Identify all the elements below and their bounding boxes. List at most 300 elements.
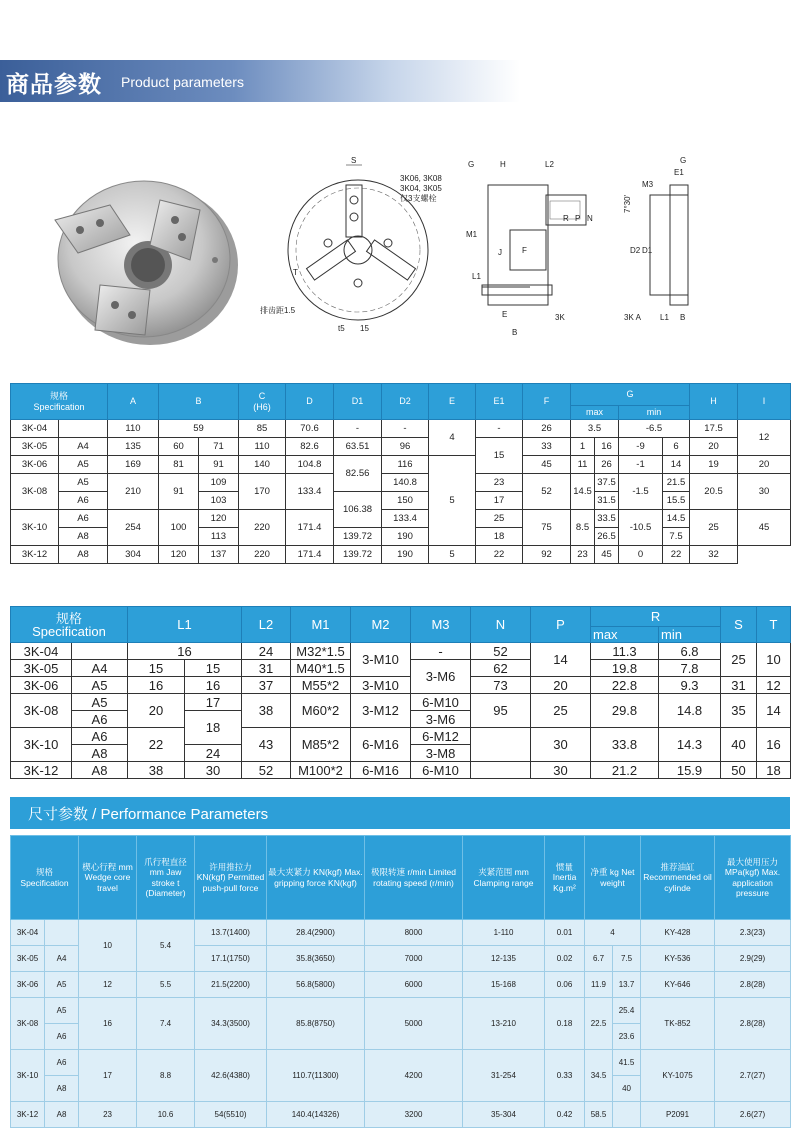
table-cell: 15-168 [463, 972, 545, 998]
table-cell: A5 [59, 456, 108, 474]
table-cell: 33.8 [591, 728, 659, 762]
table-cell: 170 [239, 474, 286, 510]
banner-title-en: Product parameters [121, 74, 244, 90]
table-cell: 110 [239, 438, 286, 456]
t2-h-m2: M2 [351, 607, 411, 643]
table-cell: 190 [382, 528, 429, 546]
t1-h-g: G [571, 384, 690, 406]
table-cell: 3K-05 [11, 946, 45, 972]
header-text: C [258, 390, 266, 401]
table-cell: M85*2 [291, 728, 351, 762]
table-cell: 1-110 [463, 920, 545, 946]
table-cell: 20 [690, 438, 738, 456]
table-cell: A5 [72, 694, 128, 711]
dim-s: S [351, 156, 357, 165]
lbl-m1: M1 [466, 230, 478, 239]
table-cell: 2.8(28) [715, 998, 791, 1050]
t3-h-weight: 净重 kg Net weight [585, 836, 641, 920]
table-cell: A6 [72, 711, 128, 728]
table-cell: M32*1.5 [291, 643, 351, 660]
lbl-d2: D2 [630, 246, 641, 255]
table-cell: 0.33 [545, 1050, 585, 1102]
table-row [11, 972, 791, 998]
dim-15: 15 [360, 324, 369, 333]
table-cell: 3-M12 [351, 694, 411, 728]
table-cell: 0 [619, 546, 663, 564]
dimensions-table-2 [10, 606, 791, 779]
lbl-m3: M3 [642, 180, 654, 189]
table-cell: 23 [79, 1102, 137, 1128]
section-banner [0, 60, 520, 102]
t1-h-min: min [619, 406, 690, 420]
table-cell: 70.6 [286, 420, 334, 438]
table-cell: 38 [128, 762, 185, 779]
table-cell: 13.7(1400) [195, 920, 267, 946]
table-cell: 120 [159, 546, 199, 564]
table-cell: 20.5 [690, 474, 738, 510]
lbl-h: H [500, 160, 506, 169]
t2-h-min: min [659, 627, 721, 643]
t3-h-push: 许用推拉力 KN(kgf) Permitted push-pull force [195, 836, 267, 920]
table-cell: 19.8 [591, 660, 659, 677]
table-cell: 14 [531, 643, 591, 677]
table-cell: 23.6 [613, 1024, 641, 1050]
t2-h-m1: M1 [291, 607, 351, 643]
table-cell: 3K-06 [11, 456, 59, 474]
table-cell: 8.8 [137, 1050, 195, 1102]
table-cell: 7.4 [137, 998, 195, 1050]
table-cell: 3-M10 [351, 643, 411, 677]
table-cell: 26 [523, 420, 571, 438]
table-cell: 6-M10 [411, 694, 471, 711]
table-cell: - [334, 420, 382, 438]
table-cell: 41.5 [613, 1050, 641, 1076]
table-cell: 45 [523, 456, 571, 474]
table-cell: 210 [108, 474, 159, 510]
table-cell: 2.6(27) [715, 1102, 791, 1128]
table-cell: A5 [72, 677, 128, 694]
table-cell: 14 [663, 456, 690, 474]
table-cell: 3K-12 [11, 1102, 45, 1128]
table-cell: 5 [429, 546, 476, 564]
table-cell: 4 [585, 920, 641, 946]
t3-h-clamp: 夹紧范围 mm Clamping range [463, 836, 545, 920]
table-cell: M100*2 [291, 762, 351, 779]
table-cell: 33.5 [595, 510, 619, 528]
table-cell: 31-254 [463, 1050, 545, 1102]
table-row [11, 456, 791, 474]
table-cell: 1 [571, 438, 595, 456]
table-cell: 23 [476, 474, 523, 492]
table-cell: A8 [59, 546, 108, 564]
header-text: Specification [33, 401, 85, 412]
table-cell: 6-M16 [351, 728, 411, 762]
table-cell: 15.9 [659, 762, 721, 779]
table-cell: 26 [595, 456, 619, 474]
table-cell: 103 [199, 492, 239, 510]
table-cell: 4200 [365, 1050, 463, 1102]
table-cell: 6-M10 [411, 762, 471, 779]
table-cell: 85.8(8750) [267, 998, 365, 1050]
table-cell: A6 [45, 1050, 79, 1076]
table-cell: 2.7(27) [715, 1050, 791, 1102]
table-cell: 3K-08 [11, 474, 59, 510]
table-cell: 22.8 [591, 677, 659, 694]
table-cell: 16 [757, 728, 791, 762]
lbl-d1: D1 [642, 246, 653, 255]
table-cell: 5.4 [137, 920, 195, 972]
table-cell: A6 [45, 1024, 79, 1050]
table-cell: 3K-08 [11, 998, 45, 1050]
t1-h-e: E [429, 384, 476, 420]
t2-h-l1: L1 [128, 607, 242, 643]
table-cell: 31.5 [595, 492, 619, 510]
table-cell: 11.3 [591, 643, 659, 660]
table-cell: 35-304 [463, 1102, 545, 1128]
table-cell: 29.8 [591, 694, 659, 728]
table-cell: 171.4 [286, 546, 334, 564]
table-cell: 133.4 [382, 510, 429, 528]
table-cell: 17 [185, 694, 242, 711]
table-cell: 62 [471, 660, 531, 677]
table-cell: 3K-10 [11, 510, 59, 546]
table-cell: 6-M16 [351, 762, 411, 779]
table-cell: 54(5510) [195, 1102, 267, 1128]
dim-t: T [293, 268, 298, 277]
table-cell: 35.8(3650) [267, 946, 365, 972]
lbl-l2: L2 [545, 160, 554, 169]
table-cell: 109 [199, 474, 239, 492]
table-cell: 8.5 [571, 510, 595, 546]
table-cell: A4 [72, 660, 128, 677]
lbl-b: B [512, 328, 518, 337]
table-cell: 16 [128, 643, 242, 660]
table-cell: A8 [72, 762, 128, 779]
table-cell: 91 [159, 474, 199, 510]
table-cell [471, 728, 531, 762]
table-cell: 21.5(2200) [195, 972, 267, 998]
dimensions-table-1 [10, 383, 791, 564]
side-view-drawing [460, 155, 610, 345]
table-cell: 59 [159, 420, 239, 438]
table-cell: 14 [757, 694, 791, 728]
table-cell: 60 [159, 438, 199, 456]
table-cell: 17 [476, 492, 523, 510]
table-cell: 7000 [365, 946, 463, 972]
note-3: 仅3支螺栓 [400, 194, 437, 203]
table-row [11, 694, 791, 711]
table-cell: 96 [382, 438, 429, 456]
table-cell: 40 [721, 728, 757, 762]
t3-h-pressure: 最大使用压力 MPa(kgf) Max. application pressure [715, 836, 791, 920]
table-cell: 82.6 [286, 438, 334, 456]
t2-h-l2: L2 [242, 607, 291, 643]
table-cell: 82.56 [334, 456, 382, 492]
table-cell: 4 [429, 420, 476, 456]
t1-h-e1: E1 [476, 384, 523, 420]
t1-h-f: F [523, 384, 571, 420]
table-cell: 10.6 [137, 1102, 195, 1128]
table-cell: 113 [199, 528, 239, 546]
table-row [11, 438, 791, 456]
table-cell: 30 [738, 474, 791, 510]
table-cell: 31 [721, 677, 757, 694]
note-2: 3K04, 3K05 [400, 184, 442, 193]
t1-h-c [239, 384, 286, 420]
table-cell: 19 [690, 456, 738, 474]
table-cell: M40*1.5 [291, 660, 351, 677]
table-cell: 3-M6 [411, 711, 471, 728]
t1-h-spec [11, 384, 108, 420]
table-cell: 7.5 [613, 946, 641, 972]
table-cell: 34.3(3500) [195, 998, 267, 1050]
table-cell: 35 [721, 694, 757, 728]
table-cell: 12 [79, 972, 137, 998]
table-row [11, 643, 791, 660]
lbl-e1: E1 [674, 168, 684, 177]
header-text: 规格 [55, 610, 82, 626]
table-cell: 37 [242, 677, 291, 694]
table-cell: 106.38 [334, 492, 382, 528]
t1-h-d: D [286, 384, 334, 420]
table-cell: 25 [690, 510, 738, 546]
table-cell: 40 [613, 1076, 641, 1102]
table-cell: 38 [242, 694, 291, 728]
t1-h-i: I [738, 384, 791, 420]
table-cell: 15 [476, 438, 523, 474]
table-cell: 104.8 [286, 456, 334, 474]
table-cell: 3K-08 [11, 694, 72, 728]
table-cell: 50 [721, 762, 757, 779]
table-cell: 16 [128, 677, 185, 694]
table-cell: P2091 [641, 1102, 715, 1128]
t3-h-wedge: 楔心行程 mm Wedge core travel [79, 836, 137, 920]
table-cell: 6 [663, 438, 690, 456]
t1-h-h: H [690, 384, 738, 420]
table-cell: 150 [382, 492, 429, 510]
table-cell: M55*2 [291, 677, 351, 694]
table-row [11, 474, 791, 492]
table-cell: 14.5 [571, 474, 595, 510]
table-cell: -1.5 [619, 474, 663, 510]
table-cell: 171.4 [286, 510, 334, 546]
product-figures [0, 150, 800, 350]
t2-h-m3: M3 [411, 607, 471, 643]
table-cell: 26.5 [595, 528, 619, 546]
table-cell: 22.5 [585, 998, 613, 1050]
table-cell: KY-1075 [641, 1050, 715, 1102]
performance-title: 尺寸参数 / Performance Parameters [28, 806, 269, 823]
table-cell [72, 643, 128, 660]
table-cell: 139.72 [334, 528, 382, 546]
table-cell: 220 [239, 546, 286, 564]
table-cell: 52 [471, 643, 531, 660]
t2-h-n: N [471, 607, 531, 643]
table-cell: 100 [159, 510, 199, 546]
lbl-3ka: 3K A [624, 313, 641, 322]
t1-h-d2: D2 [382, 384, 429, 420]
table-cell: 3K-05 [11, 438, 59, 456]
performance-section-header [10, 797, 790, 829]
table-cell: 3-M8 [411, 745, 471, 762]
banner-title-cn: 商品参数 [6, 71, 102, 97]
table-row [11, 762, 791, 779]
table-row [11, 420, 791, 438]
table-cell: 6.8 [659, 643, 721, 660]
table-cell: 12-135 [463, 946, 545, 972]
table-cell: 18 [757, 762, 791, 779]
table-cell: 56.8(5800) [267, 972, 365, 998]
table-cell: 22 [476, 546, 523, 564]
lbl-l1b: L1 [660, 313, 669, 322]
table-cell: 14.5 [663, 510, 690, 528]
table-cell: 135 [108, 438, 159, 456]
table-cell: 3K-12 [11, 546, 59, 564]
table-cell [613, 1102, 641, 1128]
table-cell [45, 920, 79, 946]
table-cell: A8 [59, 528, 108, 546]
table-cell: 304 [108, 546, 159, 564]
table-cell: 73 [471, 677, 531, 694]
lbl-b2: B [680, 313, 686, 322]
table-cell: 13.7 [613, 972, 641, 998]
table-cell: 139.72 [334, 546, 382, 564]
lbl-g: G [468, 160, 475, 169]
table-cell: 42.6(4380) [195, 1050, 267, 1102]
table-cell: 0.01 [545, 920, 585, 946]
table-cell: 12 [757, 677, 791, 694]
table-cell: 91 [199, 456, 239, 474]
lbl-f: F [522, 246, 527, 255]
table-cell: 6000 [365, 972, 463, 998]
table-cell: 15.5 [663, 492, 690, 510]
table-cell: 3K-10 [11, 1050, 45, 1102]
t3-h-grip: 最大夹紧力 KN(kgf) Max. gripping force KN(kgf) [267, 836, 365, 920]
table-cell: 63.51 [334, 438, 382, 456]
lbl-angle: 7°30' [623, 194, 632, 213]
table-cell: 3-M6 [411, 660, 471, 694]
table-cell: 34.5 [585, 1050, 613, 1102]
table-cell: 3-M10 [351, 677, 411, 694]
table-cell: 24 [185, 745, 242, 762]
table-cell: 92 [523, 546, 571, 564]
lbl-l1: L1 [472, 272, 481, 281]
table-cell: 95 [471, 694, 531, 728]
note-1: 3K06, 3K08 [400, 174, 442, 183]
header-text: (H6) [253, 401, 271, 412]
table-cell: - [476, 420, 523, 438]
t1-h-a: A [108, 384, 159, 420]
table-cell: 10 [757, 643, 791, 677]
table-cell: 5000 [365, 998, 463, 1050]
table-cell: A4 [45, 946, 79, 972]
table-cell: 220 [239, 510, 286, 546]
lbl-r: R [563, 214, 569, 223]
table-cell: 8000 [365, 920, 463, 946]
table-cell: 3K-05 [11, 660, 72, 677]
t3-h-jaw: 爪行程直径 mm Jaw stroke t (Diameter) [137, 836, 195, 920]
t3-h-oil: 推荐油缸 Recommended oil cylinde [641, 836, 715, 920]
table-cell: 169 [108, 456, 159, 474]
table-cell: 18 [476, 528, 523, 546]
table-cell: 3K-10 [11, 728, 72, 762]
table-cell: 81 [159, 456, 199, 474]
lbl-e: E [502, 310, 508, 319]
table-cell: A5 [45, 998, 79, 1024]
table-cell: 30 [531, 762, 591, 779]
table-cell: 32 [690, 546, 738, 564]
table-cell [471, 762, 531, 779]
t2-h-spec [11, 607, 128, 643]
table-cell: 75 [523, 510, 571, 546]
table-cell: 25.4 [613, 998, 641, 1024]
table-cell: 0.02 [545, 946, 585, 972]
table-cell: 5.5 [137, 972, 195, 998]
table-cell: 17.1(1750) [195, 946, 267, 972]
table-cell: 254 [108, 510, 159, 546]
t3-h-spec [11, 836, 79, 920]
table-cell: 14.3 [659, 728, 721, 762]
table-cell: 45 [595, 546, 619, 564]
t2-h-r: R [591, 607, 721, 627]
table-cell: -10.5 [619, 510, 663, 546]
table-cell: 16 [79, 998, 137, 1050]
table-cell: 110 [108, 420, 159, 438]
table-cell: A8 [72, 745, 128, 762]
table-cell: M60*2 [291, 694, 351, 728]
table-row [11, 728, 791, 745]
table-cell: 140.4(14326) [267, 1102, 365, 1128]
table-cell: KY-646 [641, 972, 715, 998]
table-cell: -1 [619, 456, 663, 474]
table-cell: A6 [72, 728, 128, 745]
table-cell: A8 [45, 1102, 79, 1128]
table-cell: 10 [79, 920, 137, 972]
table-cell: 25 [476, 510, 523, 528]
table-cell: 140.8 [382, 474, 429, 492]
table-cell: 140 [239, 456, 286, 474]
table-cell: 20 [531, 677, 591, 694]
table-row [11, 677, 791, 694]
table-cell: 120 [199, 510, 239, 528]
table-cell: 14.8 [659, 694, 721, 728]
table-cell: 13-210 [463, 998, 545, 1050]
table-cell: 2.3(23) [715, 920, 791, 946]
table-cell: A6 [59, 510, 108, 528]
table-row [11, 1050, 791, 1076]
table-cell: 137 [199, 546, 239, 564]
table-cell: 58.5 [585, 1102, 613, 1128]
table-cell: 3K-12 [11, 762, 72, 779]
table-cell: 6.7 [585, 946, 613, 972]
table-cell: 24 [242, 643, 291, 660]
header-text: Specification [20, 877, 69, 888]
lbl-j: J [498, 248, 502, 257]
table-row [11, 510, 791, 528]
table-cell: 33 [523, 438, 571, 456]
table-cell: 31 [242, 660, 291, 677]
t2-h-s: S [721, 607, 757, 643]
table-cell: 20 [128, 694, 185, 728]
t2-h-t: T [757, 607, 791, 643]
table-cell: 16 [185, 677, 242, 694]
t2-h-p: P [531, 607, 591, 643]
t1-h-b: B [159, 384, 239, 420]
t1-h-d1: D1 [334, 384, 382, 420]
dim-t5: t5 [338, 324, 345, 333]
table-cell [59, 420, 108, 438]
table-cell: 5 [429, 456, 476, 546]
